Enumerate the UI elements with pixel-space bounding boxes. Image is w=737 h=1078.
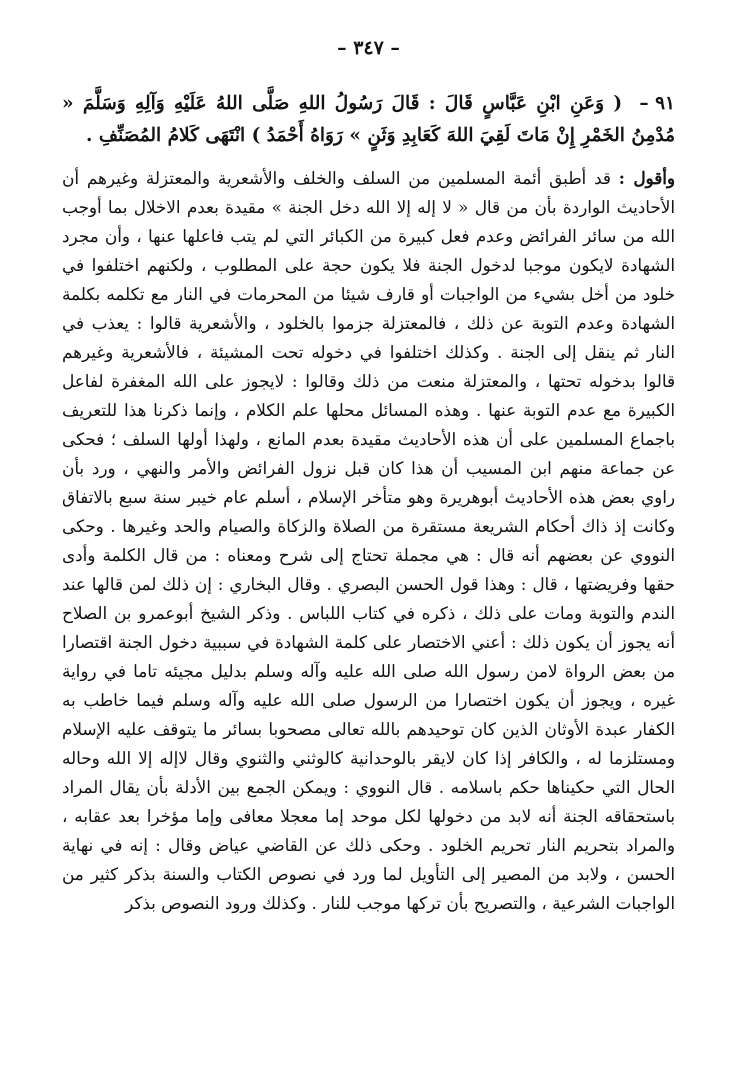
hadith-block (62, 88, 675, 152)
hadith-number: ٩١ – (639, 93, 675, 114)
commentary-paragraph (62, 164, 675, 918)
hadith-text: ( وَعَنِ ابْنِ عَبَّاسٍ قَالَ : قَالَ رَسُولُ اللهِ صَلَّى اللهُ عَلَيْهِ وَآلِهِ وَسَلَّمَ « مُدْمِنُ الخَمْرِ إِنْ مَاتَ لَقِيَ اللهَ كَعَابِدِ وَثَنٍ » رَوَاهُ أَحْمَدُ ) انْتَهَى كَلامُ المُصَنِّفِ . (62, 93, 675, 146)
commentary-lead: وأقول : (618, 168, 676, 188)
page-number: – ٣٤٧ – (337, 37, 400, 59)
commentary-text: قد أطبق أئمة المسلمين من السلف والخلف والأشعرية والمعتزلة وغيرهم أن الأحاديث الواردة بأن من قال « لا إله إلا الله دخل الجنة » مقيدة بعدم الاخلال بما أوجب الله من سائر الفرائض وعدم فعل كبيرة من الكبائر التي لم يتب فاعلها عنها ، وأن مجرد الشهادة لايكون موجبا لدخول الجنة فلا يكون حجة على المطلوب ، ولكنهم اختلفوا في خلود من أخل بشيء من الواجبات أو قارف شيئا من المحرمات في النار مع تكلمه بكلمة الشهادة وعدم التوبة عن ذلك ، فالمعتزلة جزموا بالخلود ، والأشعرية قالوا : يعذب في النار ثم ينقل إلى الجنة . وكذلك اختلفوا في دخوله تحت المشيئة ، فالأشعرية وغيرهم قالوا بدخوله تحتها ، والمعتزلة منعت من ذلك وقالوا : لايجوز على الله المغفرة لفاعل الكبيرة مع عدم التوبة عنها . وهذه المسائل محلها علم الكلام ، وإنما ذكرنا هذا للتعريف باجماع المسلمين على أن هذه الأحاديث مقيدة بعدم المانع ، ولهذا أولها السلف ؛ فحكى عن جماعة منهم ابن المسيب أن هذا كان قبل نزول الفرائض والأمر والنهي ، ورد بأن راوي بعض هذه الأحاديث أبوهريرة وهو متأخر الإسلام ، أسلم عام خيبر سنة سبع بالاتفاق وكانت إذ ذاك أحكام الشريعة مستقرة من الصلاة والزكاة والصيام والحد وغيرها . وحكى النووي عن بعضهم أنه قال : هي مجملة تحتاج إلى شرح ومعناه : من قال الكلمة وأدى حقها وفريضتها ، قال : وهذا قول الحسن البصري . وقال البخاري : إن ذلك لمن قالها عند الندم والتوبة ومات على ذلك ، ذكره في كتاب اللباس . وذكر الشيخ أبوعمرو بن الصلاح أنه يجوز أن يكون ذلك : أعني الاختصار على كلمة الشهادة في سببية دخول الجنة اقتصارا من بعض الرواة لامن رسول الله صلى الله عليه وآله وسلم بدليل مجيئه تاما في رواية غيره ، ويجوز أن يكون اختصارا من الرسول صلى الله عليه وآله وسلم فيما خاطب به الكفار عبدة الأوثان الذين كان توحيدهم بالله تعالى مصحوبا بسائر ما يتوقف عليه الإسلام ومستلزما له ، والكافر إذا كان لايقر بالوحدانية كالوثني والثنوي وقال لاإله إلا الله وحاله الحال التي حكيناها حكم باسلامه . قال النووي : ويمكن الجمع بين الأدلة بأن يقال المراد باستحقاقه الجنة أنه لابد من دخولها لكل موحد إما معجلا معافى وإما مؤخرا بعد عقابه ، والمراد بتحريم النار تحريم الخلود . وحكى ذلك عن القاضي عياض وقال : إنه في نهاية الحسن ، ولابد من المصير إلى التأويل لما ورد في نصوص الكتاب والسنة بذكر كثير من الواجبات الشرعية ، والتصريح بأن تركها موجب للنار . وكذلك ورود النصوص بذكر (62, 168, 675, 913)
